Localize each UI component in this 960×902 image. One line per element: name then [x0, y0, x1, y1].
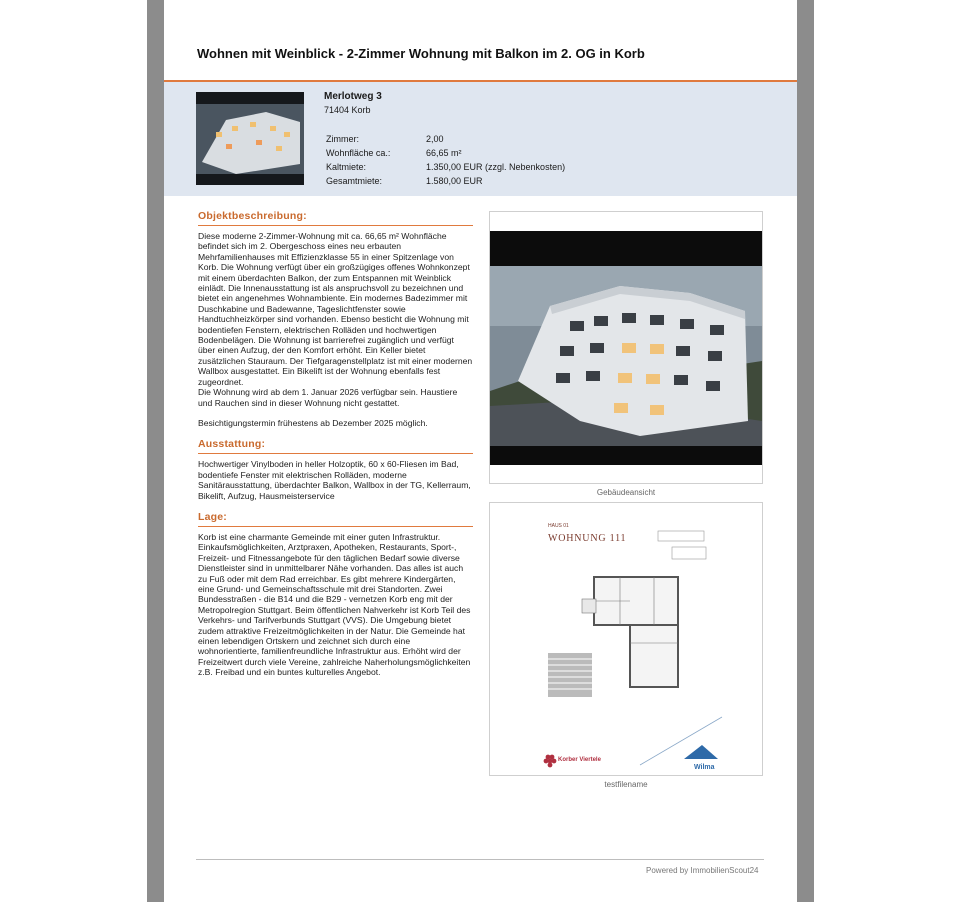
viewer-background-right: [814, 0, 960, 902]
footer-credit: Powered by ImmobilienScout24: [646, 866, 759, 875]
fact-value: 2,00: [426, 134, 444, 144]
fact-label: Gesamtmiete:: [326, 176, 383, 186]
fact-label: Wohnfläche ca.:: [326, 148, 391, 158]
floor-plan-drawing: [490, 503, 762, 775]
floor-plan-caption: testfilename: [604, 780, 648, 789]
address-city: 71404 Korb: [324, 105, 371, 115]
image-column: [489, 211, 763, 789]
fact-value: 1.350,00 EUR (zzgl. Nebenkosten): [426, 162, 566, 172]
summary-photo: [196, 92, 304, 185]
building-image-frame: [489, 211, 763, 484]
description-paragraph: Besichtigungstermin frühestens ab Dezember 2025 möglich.: [198, 417, 428, 428]
plan-unit-title: WOHNUNG 111: [548, 533, 627, 544]
location-text: Korb ist eine charmante Gemeinde mit einer guten Infrastruktur. Einkaufsmöglichkeiten, Arztpraxen, Apotheken, Restaurants, Sport-, Freizeit- und Fitnessangebote für den täglichen Bedarf sowie diverse Dienstleister sind in unmittelbarer Nähe vorhanden. Das alles ist auch zu Fuß oder mit dem Rad erreichbar. Es gibt mehrere Kindergärten, eine Grund- und Gemeinschaftsschule mit drei Standorten. Zwei Bundesstraßen - die B14 und die B29 - vernetzen Korb eng mit der Metropolregion Stuttgart. Beim öffentlichen Nahverkehr ist Korb Teil des Verkehrs- und Tarifverbunds Stuttgart (VVS). Die Umgebung bietet zudem attraktive Freizeitmöglichkeiten in der Natur. Die Gemeinde hat einen lebendigen Ortskern und zeichnet sich durch eine wohnorientierte, familienfreundliche Infrastruktur aus. Erhöht wird der Freizeitwert durch viele Vereine, zahlreiche Naherholungsmöglichkeiten z.B. Freibad und ein buntes kulturelles Angebot.: [198, 531, 471, 678]
description-paragraph: Diese moderne 2-Zimmer-Wohnung mit ca. 66,65 m² Wohnfläche befindet sich im 2. Obergeschoss eines neu erbauten Mehrfamilienhauses mit Effizienzklasse 55 in einer Spitzenlage von Korb. Die Wohnung verfügt über ein großzügiges offenes Wohnkonzept mit einem überdachten Balkon, der zum Entspannen mit Weinblick einlädt. Die Innenausstattung ist als anspruchsvoll zu bezeichnen und bietet ein angenehmes Wohnambiente. Ein modernes Badezimmer mit Duschkabine und Badewanne, Tageslichtfenster sowie Handtuchheizkörper sind vorhanden. Ebenso besticht die Wohnung mit bodentiefen Fenstern, elektrischen Rolläden und hochwertigen Bodenbelägen. Die Wohnung ist barrierefrei zugänglich und verfügt über einen Aufzug, der den Komfort erhöht. Ein Keller bietet zusätzlichen Stauraum. Der Tiefgaragenstellplatz ist mit einer modernen Wallbox ausgestattet. Ein Bikelift ist der Wohnung ebenfalls fest zugeordnet.: [198, 231, 473, 387]
plan-house-label: HAUS 01: [548, 523, 569, 529]
page-title: Wohnen mit Weinblick - 2-Zimmer Wohnung mit Balkon im 2. OG in Korb: [197, 46, 645, 61]
plan-brand-right: Wilma: [694, 764, 715, 771]
expose-page: [164, 0, 797, 902]
description-paragraph: Die Wohnung wird ab dem 1. Januar 2026 verfügbar sein. Haustiere und Rauchen sind in dieser Wohnung nicht gestattet.: [198, 387, 458, 408]
fact-label: Zimmer:: [326, 134, 359, 144]
fact-value: 66,65 m²: [426, 148, 462, 158]
page-gutter-left: [147, 0, 164, 902]
section-heading-description: Objektbeschreibung:: [198, 210, 473, 226]
viewer-background-left: [0, 0, 147, 902]
description-text: [198, 231, 473, 428]
fact-value: 1.580,00 EUR: [426, 176, 483, 186]
features-text: Hochwertiger Vinylboden in heller Holzoptik, 60 x 60-Fliesen im Bad, bodentiefe Fenster mit elektrischen Rolläden, moderne Sanitärausstattung, überdachter Balkon, Wallbox in der TG, Kellerraum, Bikelift, Aufzug, Hausmeisterservice: [198, 459, 471, 501]
footer-divider: [196, 859, 764, 860]
section-heading-features: Ausstattung:: [198, 438, 473, 454]
address-street: Merlotweg 3: [324, 91, 382, 102]
section-heading-location: Lage:: [198, 511, 473, 527]
text-column: [198, 210, 473, 688]
summary-panel: [164, 82, 797, 196]
building-caption: Gebäudeansicht: [596, 488, 656, 497]
building-photo: [490, 231, 762, 465]
plan-brand-left: Korber Viertele: [558, 757, 601, 763]
fact-label: Kaltmiete:: [326, 162, 367, 172]
floor-plan-frame: [489, 502, 763, 776]
page-gutter-right: [797, 0, 814, 902]
